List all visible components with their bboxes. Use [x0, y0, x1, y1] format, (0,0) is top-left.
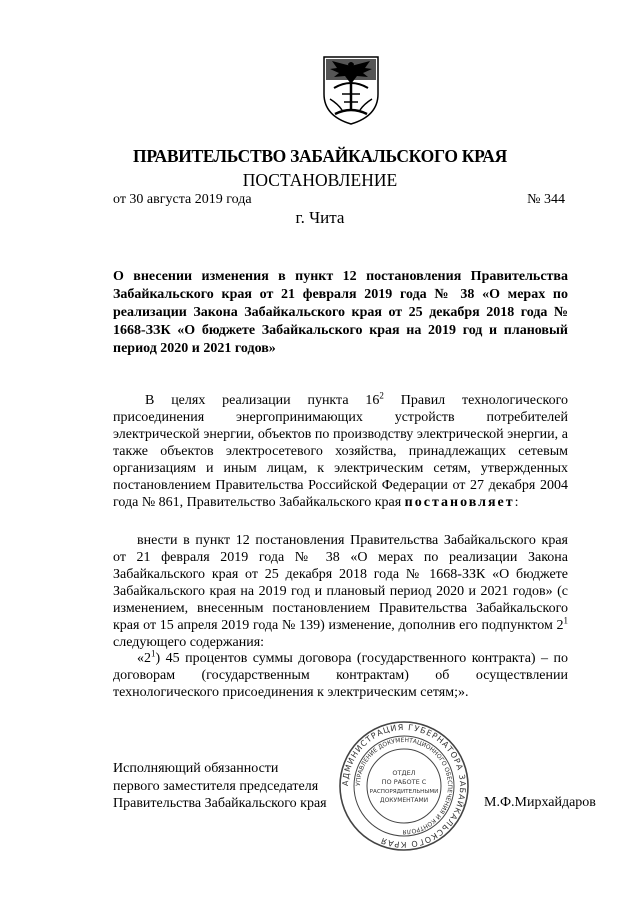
svg-text:ПО РАБОТЕ С: ПО РАБОТЕ С: [381, 778, 427, 786]
preamble-paragraph: В целях реализации пункта $16^2$ Правил технологического присоединения энергопринимающих устройств потребителей электрической энергии, объектов по производству электрической энергии, а также объектов электросетевого хозяйства, принадлежащих сетевым организациям и иным лицам, к электрическим сетям, утвержденных постановлением Правительства Российской Федерации от 27 декабря 2004 года № 861, Правительство Забайкальского края постановляет:: [113, 390, 568, 510]
document-date: от 30 августа 2019 года: [113, 192, 252, 207]
document-number: № 344: [527, 192, 565, 207]
city-name: г. Чита: [295, 208, 345, 227]
document-title: О внесении изменения в пункт 12 постановления Правительства Забайкальского края от 21 февраля 2019 года № 38 «О мерах по реализации Закона Забайкальского края от 25 декабря 2018 года № 1668-ЗЗК «О бюджете Забайкальского края на 2019 год и плановый период 2020 и 2021 годов»: [113, 269, 568, 356]
signatory-position: Исполняющий обязанности первого заместителя председателя Правительства Забайкальского края: [113, 761, 327, 811]
government-name: ПРАВИТЕЛЬСТВО ЗАБАЙКАЛЬСКОГО КРАЯ: [133, 146, 507, 166]
svg-text:РАСПОРЯДИТЕЛЬНЫМИ: РАСПОРЯДИТЕЛЬНЫМИ: [369, 789, 439, 795]
official-stamp: [338, 720, 470, 852]
coat-of-arms-emblem: [320, 54, 382, 126]
svg-text:УПРАВЛЕНИЕ ДОКУМЕНТАЦИОННОГО О: УПРАВЛЕНИЕ ДОКУМЕНТАЦИОННОГО ОБЕСПЕЧЕНИЯ И КОНТРОЛЯ: [354, 736, 454, 836]
operative-paragraph: внести в пункт 12 постановления Правительства Забайкальского края от 21 февраля 2019 года № 38 «О мерах по реализации Закона Забайкальского края от 25 декабря 2018 года № 1668-ЗЗК «О бюджете Забайкальского края на 2019 год и плановый период 2020 и 2021 годов» (с изменением, внесенным постановлением Правительства Забайкальского края от 15 апреля 2019 года № 139) изменение, дополнив его подпунктом $2^1$ следующего содержания:: [113, 533, 568, 650]
amendment-text-paragraph: «$2^1$) 45 процентов суммы договора (государственного контракта) – по договорам (государственным контрактам) об осуществлении технологического присоединения к электрическим сетям;».: [113, 648, 568, 700]
document-type: ПОСТАНОВЛЕНИЕ: [242, 170, 398, 190]
svg-text:АДМИНИСТРАЦИЯ ГУБЕРНАТОРА ЗАБА: АДМИНИСТРАЦИЯ ГУБЕРНАТОРА ЗАБАЙКАЛЬСКОГО КРАЯ: [340, 722, 468, 850]
signatory-name: М.Ф.Мирхайдаров: [484, 795, 596, 810]
svg-text:ДОКУМЕНТАМИ: ДОКУМЕНТАМИ: [379, 797, 429, 804]
svg-text:ОТДЕЛ: ОТДЕЛ: [392, 769, 416, 777]
